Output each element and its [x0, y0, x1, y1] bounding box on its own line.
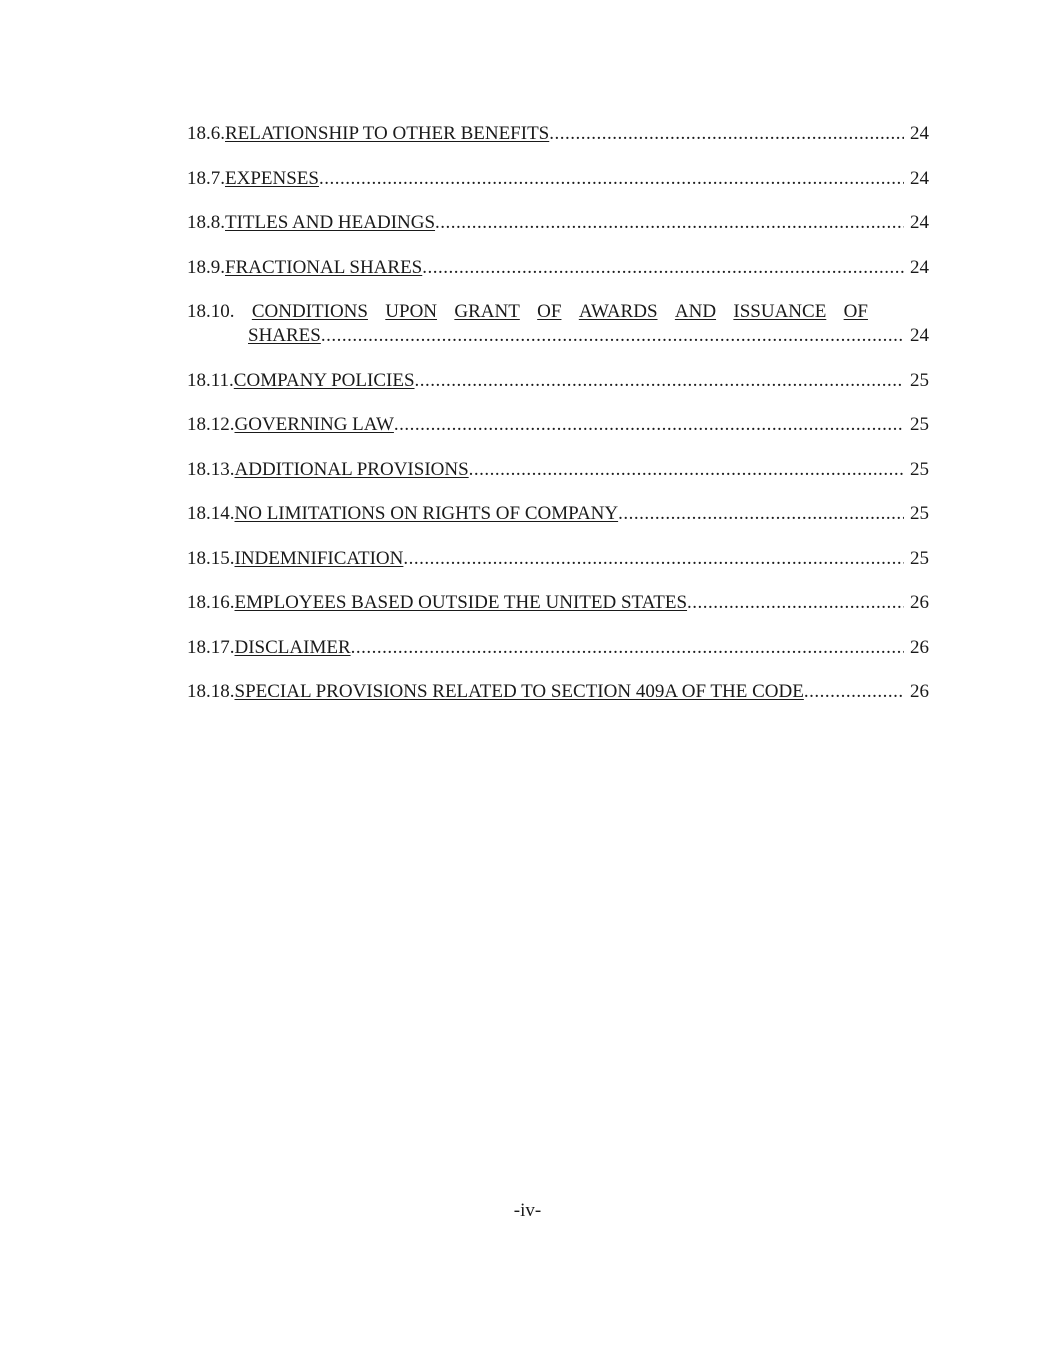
toc-entry-page: 25 — [910, 369, 929, 391]
leader-dots — [319, 167, 904, 191]
leader-dots — [351, 636, 904, 660]
toc-entry-18-18[interactable] — [187, 680, 929, 704]
leader-dots — [804, 680, 904, 704]
toc-entry-title-word[interactable]: OF — [537, 301, 562, 322]
toc-entry-title-line-1[interactable] — [187, 300, 868, 324]
toc-entry-title-word[interactable]: ISSUANCE — [733, 301, 827, 322]
toc-entry-page: 25 — [910, 414, 929, 435]
toc-entry-number: 18.17. — [187, 636, 235, 658]
toc-entry-title-word[interactable]: AND — [674, 301, 717, 322]
leader-dots — [687, 591, 904, 615]
toc-entry-18-16[interactable] — [187, 591, 929, 615]
toc-entry-number: 18.16. — [187, 592, 235, 613]
toc-entry-number: 18.18. — [187, 681, 235, 702]
toc-entry-18-15[interactable] — [187, 547, 929, 571]
toc-entry-page: 26 — [910, 636, 929, 658]
toc-entry-18-12[interactable] — [187, 413, 929, 437]
toc-entry-number: 18.7. — [187, 167, 225, 189]
leader-dots — [435, 211, 904, 235]
toc-entry-number: 18.15. — [187, 547, 235, 569]
toc-entry-title-word[interactable]: AWARDS — [578, 301, 658, 322]
toc-entry-page: 24 — [910, 212, 929, 233]
toc-entry-page: 24 — [910, 256, 929, 278]
toc-entry-number: 18.10. — [187, 301, 235, 322]
toc-entry-18-8[interactable] — [187, 211, 929, 235]
leader-dots — [549, 122, 904, 146]
toc-entry-number: 18.9. — [187, 256, 225, 278]
leader-dots — [469, 458, 904, 482]
leader-dots — [415, 369, 904, 393]
toc-entry-18-14[interactable] — [187, 502, 929, 526]
toc-entry-page: 24 — [910, 123, 929, 144]
toc-entry-title[interactable]: SPECIAL PROVISIONS RELATED TO SECTION 409A OF THE CODE — [234, 681, 804, 702]
toc-entry-number: 18.6. — [187, 123, 225, 144]
toc-entry-title[interactable]: FRACTIONAL SHARES — [225, 256, 423, 278]
toc-entry-18-6[interactable] — [187, 122, 929, 146]
toc-entry-title[interactable]: COMPANY POLICIES — [233, 369, 415, 391]
toc-entry-18-10[interactable] — [187, 300, 929, 348]
toc-entry-title[interactable]: EMPLOYEES BASED OUTSIDE THE UNITED STATES — [234, 592, 688, 613]
toc-entry-title-word[interactable]: OF — [843, 301, 868, 322]
toc-entry-title-line-2[interactable] — [187, 324, 929, 348]
toc-entry-title[interactable]: SHARES — [248, 325, 321, 346]
toc-entry-title[interactable]: GOVERNING LAW — [234, 414, 394, 435]
toc-entry-18-7[interactable] — [187, 167, 929, 191]
toc-entry-page: 26 — [910, 592, 929, 613]
toc-entry-18-13[interactable] — [187, 458, 929, 482]
toc-entry-title[interactable]: EXPENSES — [225, 167, 319, 189]
toc-entry-title-word[interactable]: GRANT — [454, 301, 520, 322]
toc-entry-page: 24 — [910, 325, 929, 346]
toc-entry-page: 24 — [910, 167, 929, 189]
toc-entry-page: 26 — [910, 681, 929, 702]
toc-entry-title[interactable]: INDEMNIFICATION — [234, 547, 404, 569]
toc-entry-title[interactable]: NO LIMITATIONS ON RIGHTS OF COMPANY — [234, 503, 619, 524]
toc-entry-number: 18.14. — [187, 503, 235, 524]
toc-entry-number: 18.8. — [187, 212, 225, 233]
leader-dots — [618, 502, 904, 526]
leader-dots — [321, 324, 904, 348]
toc-entry-page: 25 — [910, 458, 929, 480]
toc-entry-number: 18.11. — [187, 369, 234, 391]
toc-entry-title[interactable]: ADDITIONAL PROVISIONS — [234, 458, 469, 480]
toc-entry-page: 25 — [910, 547, 929, 569]
toc-entry-18-9[interactable] — [187, 256, 929, 280]
toc-entry-title-word[interactable]: UPON — [385, 301, 438, 322]
toc-entry-number: 18.12. — [187, 414, 235, 435]
toc-entry-page: 25 — [910, 503, 929, 524]
toc-entry-title[interactable]: TITLES AND HEADINGS — [225, 212, 436, 233]
leader-dots — [403, 547, 904, 571]
toc-entry-18-17[interactable] — [187, 636, 929, 660]
leader-dots — [422, 256, 904, 280]
toc-entry-18-11[interactable] — [187, 369, 929, 393]
table-of-contents — [187, 122, 929, 725]
toc-entry-title-word[interactable]: CONDITIONS — [251, 301, 368, 322]
toc-entry-title[interactable]: DISCLAIMER — [234, 636, 351, 658]
leader-dots — [394, 413, 904, 437]
page-number-footer: -iv- — [513, 1200, 542, 1221]
toc-entry-number: 18.13. — [187, 458, 235, 480]
toc-entry-title[interactable]: RELATIONSHIP TO OTHER BENEFITS — [225, 123, 550, 144]
